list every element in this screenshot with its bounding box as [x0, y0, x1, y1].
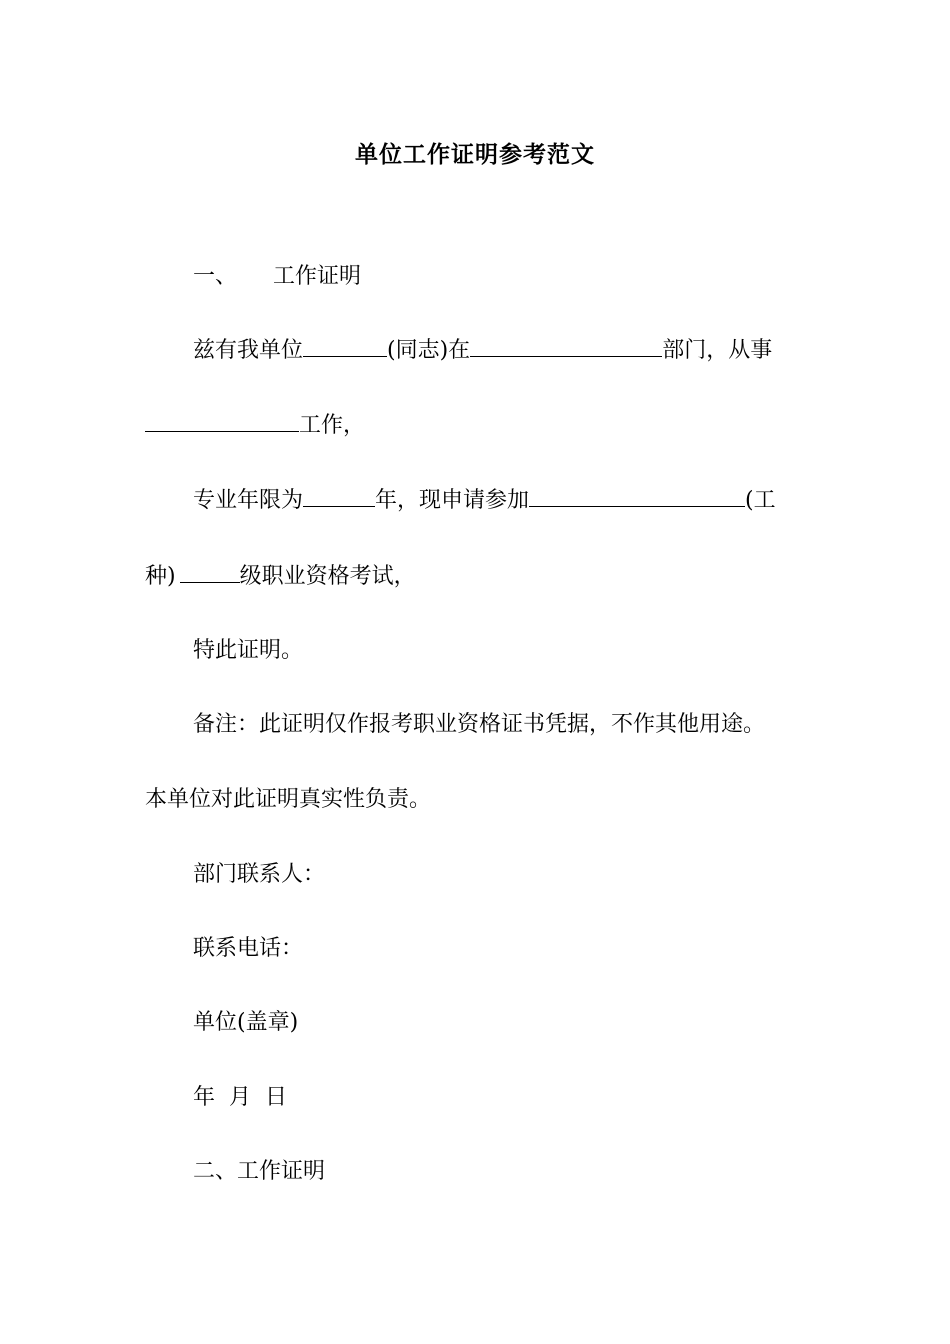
paragraph-2-line-2: 种) 级职业资格考试， [145, 564, 416, 589]
date-year: 年 [193, 1085, 216, 1110]
blank-name-field [303, 336, 387, 357]
blank-years-field [303, 486, 375, 507]
contact-person-label: 部门联系人： [193, 862, 326, 887]
note-line-1: 备注：此证明仅作报考职业资格证书凭据，不作其他用途。 [193, 712, 766, 737]
paragraph-1-line-2: 工作， [145, 411, 365, 441]
blank-job-field [145, 411, 299, 432]
date-month: 月 [229, 1085, 252, 1110]
blank-exam-field [529, 486, 745, 507]
section-1-number: 一、 [193, 264, 238, 289]
contact-phone-label: 联系电话： [193, 936, 304, 961]
section-2-heading: 二、工作证明 [193, 1159, 326, 1184]
document-title: 单位工作证明参考范文 [355, 141, 595, 168]
blank-department-field [470, 336, 662, 357]
certification-statement: 特此证明。 [193, 638, 304, 663]
section-1-title: 工作证明 [273, 264, 362, 289]
section-1-heading [193, 262, 361, 292]
date-line [193, 1083, 287, 1113]
paragraph-1-line-1: 兹有我单位 (同志)在 部门，从事 [193, 338, 773, 363]
note-line-2: 本单位对此证明真实性负责。 [145, 787, 432, 812]
seal-label: 单位(盖章) [193, 1010, 299, 1035]
date-day: 日 [265, 1085, 288, 1110]
blank-level-field [180, 562, 240, 583]
paragraph-2-line-1: 专业年限为 年，现申请参加 (工 [193, 488, 776, 513]
